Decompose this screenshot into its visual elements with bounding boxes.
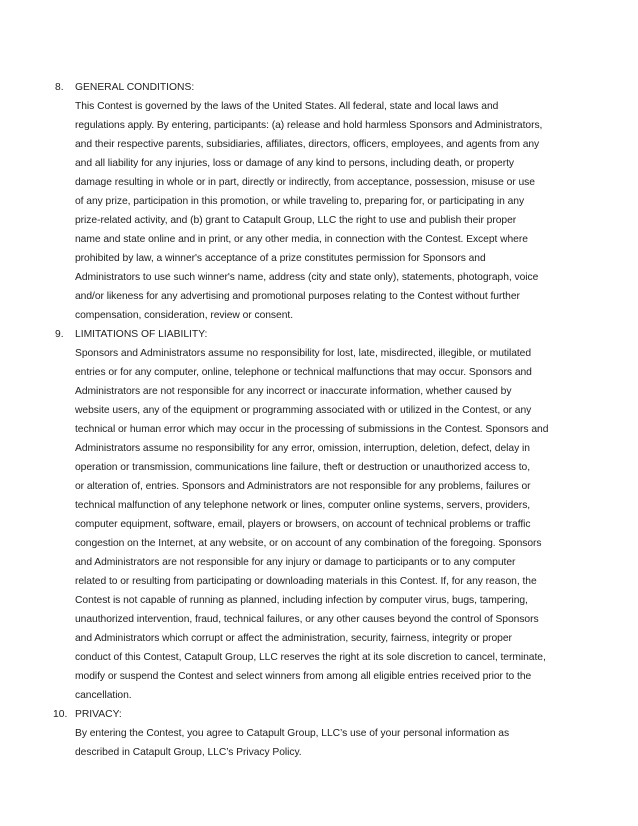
text-line: computer equipment, software, email, players or browsers, on account of technical problems or traffic xyxy=(75,519,531,530)
section-privacy xyxy=(0,705,638,762)
text-line: Sponsors and Administrators assume no responsibility for lost, late, misdirected, illegible, or mutilated xyxy=(75,348,532,359)
section-title: GENERAL CONDITIONS: xyxy=(75,82,195,93)
text-line: Contest is not capable of running as planned, including infection by computer virus, bugs, tampering, xyxy=(75,595,528,606)
text-line: Administrators are not responsible for any incorrect or inaccurate information, whether caused by xyxy=(75,386,512,397)
text-line: damage resulting in whole or in part, directly or indirectly, from acceptance, possession, misuse or use xyxy=(75,177,535,188)
text-line: modify or suspend the Contest and select winners from among all eligible entries received prior to the xyxy=(75,671,532,682)
section-title: LIMITATIONS OF LIABILITY: xyxy=(75,329,208,340)
text-line: technical or human error which may occur in the processing of submissions in the Contest. Sponsors and xyxy=(75,424,549,435)
section-heading xyxy=(0,325,638,344)
text-line: of any prize, participation in this promotion, or while traveling to, preparing for, or participating in any xyxy=(75,196,525,207)
text-line: compensation, consideration, review or consent. xyxy=(75,310,294,321)
text-line: prize-related activity, and (b) grant to Catapult Group, LLC the right to use and publish their proper xyxy=(75,215,517,226)
section-heading xyxy=(0,705,638,724)
text-line: and Administrators which corrupt or affect the administration, security, fairness, integrity or proper xyxy=(75,633,512,644)
text-line: This Contest is governed by the laws of the United States. All federal, state and local laws and xyxy=(75,101,499,112)
section-title: PRIVACY: xyxy=(75,709,122,720)
text-line: By entering the Contest, you agree to Catapult Group, LLC’s use of your personal information as xyxy=(75,728,510,739)
text-line: cancellation. xyxy=(75,690,132,701)
text-line: website users, any of the equipment or programming associated with or utilized in the Contest, or any xyxy=(75,405,532,416)
text-line: related to or resulting from participating or downloading materials in this Contest. If, for any reason, the xyxy=(75,576,537,587)
text-line: and/or likeness for any advertising and promotional purposes relating to the Contest without further xyxy=(75,291,520,302)
text-line: Administrators assume no responsibility for any error, omission, interruption, deletion, defect, delay in xyxy=(75,443,530,454)
section-heading xyxy=(0,78,638,97)
text-line: conduct of this Contest, Catapult Group, LLC reserves the right at its sole discretion to cancel, terminate, xyxy=(75,652,546,663)
text-line: technical malfunction of any telephone network or lines, computer online systems, servers, providers, xyxy=(75,500,531,511)
text-line: regulations apply. By entering, participants: (a) release and hold harmless Sponsors and Administrators, xyxy=(75,120,543,131)
section-body xyxy=(75,97,562,325)
text-line: and all liability for any injuries, loss or damage of any kind to persons, including death, or property xyxy=(75,158,515,169)
text-line: operation or transmission, communications line failure, theft or destruction or unauthorized access to, xyxy=(75,462,531,473)
text-line: described in Catapult Group, LLC’s Privacy Policy. xyxy=(75,747,302,758)
text-line: and Administrators are not responsible for any injury or damage to participants or to any computer xyxy=(75,557,516,568)
text-line: name and state online and in print, or any other media, in connection with the Contest. Except where xyxy=(75,234,528,245)
section-number: 8. xyxy=(55,82,64,93)
section-body xyxy=(75,344,562,705)
section-number: 10. xyxy=(53,709,68,720)
section-general-conditions xyxy=(0,78,638,325)
text-line: congestion on the Internet, at any website, or on account of any combination of the foregoing. Sponsors xyxy=(75,538,542,549)
text-line: or alteration of, entries. Sponsors and Administrators are not responsible for any problems, failures or xyxy=(75,481,531,492)
section-limitations-of-liability xyxy=(0,325,638,705)
text-line: and their respective parents, subsidiaries, affiliates, directors, officers, employees, and agents from any xyxy=(75,139,540,150)
section-number: 9. xyxy=(55,329,64,340)
text-line: prohibited by law, a winner's acceptance of a prize constitutes permission for Sponsors and xyxy=(75,253,486,264)
text-line: entries or for any computer, online, telephone or technical malfunctions that may occur. Sponsors and xyxy=(75,367,532,378)
section-body xyxy=(75,724,562,762)
text-line: Administrators to use such winner's name, address (city and state only), statements, photograph, voice xyxy=(75,272,539,283)
text-line: unauthorized intervention, fraud, technical failures, or any other causes beyond the control of Sponsors xyxy=(75,614,539,625)
